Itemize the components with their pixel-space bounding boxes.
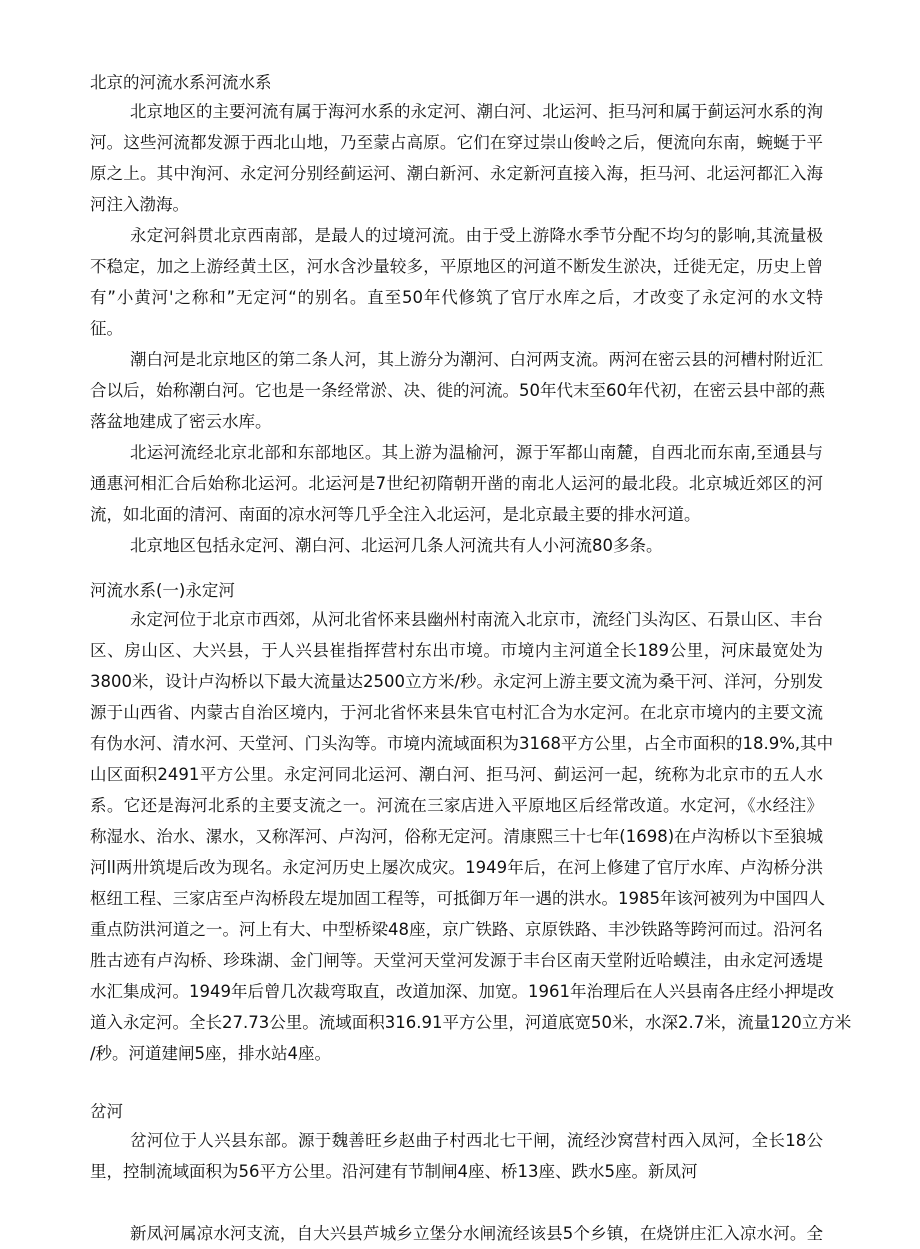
paragraph-line: 称湿水、治水、漯水，又称浑河、卢沟河，俗称无定河。清康熙三十七年(1698)在卢沟桥以卞至狼城 [90, 827, 823, 846]
paragraph-line: 河ll两卅筑堤后改为现名。永定河历史上屡次成灾。1949年后，在河上修建了官厅水库、卢沟桥分洪 [90, 858, 823, 877]
section-heading: 岔河 [90, 1102, 123, 1121]
paragraph-line: 不稳定，加之上游经黄土区，河水含沙量较多，平原地区的河道不断发生淤决，迁徙无定，历史上曾 [90, 257, 823, 276]
paragraph-line: 胜古迹有卢沟桥、珍珠湖、金门闸等。天堂河天堂河发源于丰台区南天堂附近哈蟆洼，由永定河透堤 [90, 951, 823, 970]
paragraph-line: 有伪水河、清水河、天堂河、门头沟等。市境内流域面积为3168平方公里，占全市面积的18.9%,其中 [90, 734, 834, 753]
paragraph [90, 344, 823, 437]
paragraph-line: 北京地区包括永定河、潮白河、北运河几条人河流共有人小河流80多条。 [130, 536, 663, 555]
paragraph [90, 437, 823, 530]
section-heading: 北京的河流水系河流水系 [90, 73, 272, 92]
paragraph-line: 区、房山区、大兴县，于人兴县崔指挥营村东出市境。市境内主河道全长189公里，河床最宽处为 [90, 641, 823, 660]
paragraph-line: 岔河位于人兴县东部。源于魏善旺乡赵曲子村西北七干闸，流经沙窝营村西入凤河，全长18公 [130, 1131, 823, 1150]
paragraph-line: 合以后，始称潮白河。它也是一条经常淤、决、徙的河流。50年代末至60年代初，在密云县中部的燕 [90, 381, 825, 400]
paragraph-line: 通惠河相汇合后始称北运河。北运河是7世纪初隋朝开凿的南北人运河的最北段。北京城近郊区的河 [90, 474, 823, 493]
paragraph [90, 96, 823, 220]
paragraph-line: 永定河斜贯北京西南部，是最人的过境河流。由于受上游降水季节分配不均匀的影响,其流量极 [130, 226, 823, 245]
paragraph-line: 永定河位于北京市西郊，从河北省怀来县幽州村南流入北京市，流经门头沟区、石景山区、丰台 [130, 610, 823, 629]
paragraph-line: 河。这些河流都发源于西北山地，乃至蒙占高原。它们在穿过崇山俊岭之后，便流向东南，蜿蜒于平 [90, 133, 823, 152]
paragraph-line: 北京地区的主要河流有属于海河水系的永定河、潮白河、北运河、拒马河和属于蓟运河水系的洵 [130, 102, 823, 121]
paragraph-line: 道入永定河。全长27.73公里。流域面积316.91平方公里，河道底宽50米，水深2.7米，流量120立方米 [90, 1013, 852, 1032]
document-body [90, 70, 852, 1249]
paragraph-line: 流，如北面的清河、南面的凉水河等几乎全注入北运河，是北京最主要的排水河道。 [90, 505, 701, 524]
paragraph-line: 北运河流经北京北部和东部地区。其上游为温榆河，源于军都山南麓，自西北而东南,至通县与 [130, 443, 823, 462]
paragraph-line: 重点防洪河道之一。河上有大、中型桥梁48座，京广铁路、京原铁路、丰沙铁路等跨河而过。沿河名 [90, 920, 823, 939]
paragraph-line: 枢纽工程、三家店至卢沟桥段左堤加固工程等，可抵御万年一遇的洪水。1985年该河被列为中国四人 [90, 889, 825, 908]
paragraph-line: 源于山西省、内蒙古自治区境内，于河北省怀来县朱官屯村汇合为水定河。在北京市境内的主要文流 [90, 703, 823, 722]
paragraph [90, 1218, 823, 1249]
paragraph-line: 原之上。其中洵河、永定河分别经蓟运河、潮白新河、永定新河直接入海，拒马河、北运河都汇入海 [90, 164, 823, 183]
paragraph [90, 604, 852, 1069]
paragraph [90, 1125, 823, 1187]
paragraph-line: /秒。河道建闸5座，排水站4座。 [90, 1044, 332, 1063]
paragraph-line: 有”小黄河'之称和”无定河“的别名。直至50年代修筑了官厅水库之后，才改变了永定河的水文特 [90, 288, 823, 307]
paragraph-line: 山区面积2491平方公里。永定河同北运河、潮白河、拒马河、蓟运河一起，统称为北京市的五人水 [90, 765, 823, 784]
section-heading: 河流水系(一)永定河 [90, 581, 235, 600]
paragraph-line: 河注入渤海。 [90, 195, 189, 214]
paragraph-line: 3800米，设计卢沟桥以下最大流量达2500立方米/秒。永定河上游主要文流为桑干河、洋河，分别发 [90, 672, 824, 691]
paragraph [90, 220, 823, 344]
paragraph-line: 征。 [90, 319, 123, 338]
paragraph-line: 落盆地建成了密云水库。 [90, 412, 272, 431]
paragraph-line: 里，控制流域面积为56平方公里。沿河建有节制闸4座、桥13座、跌水5座。新凤河 [90, 1162, 698, 1181]
paragraph-line: 水汇集成河。1949年后曾几次裁弯取直，改道加深、加宽。1961年治理后在人兴县南各庄经小押堤改 [90, 982, 834, 1001]
paragraph-line: 潮白河是北京地区的第二条人河，其上游分为潮河、白河两支流。两河在密云县的河槽村附近汇 [130, 350, 823, 369]
paragraph-line: 系。它还是海河北系的主要支流之一。河流在三家店进入平原地区后经常改道。水定河，《水经注》 [90, 796, 823, 815]
paragraph-line: 新凤河属凉水河支流，自大兴县芦城乡立堡分水闸流经该县5个乡镇，在烧饼庄汇入凉水河。全 [130, 1224, 823, 1243]
paragraph [90, 530, 823, 561]
